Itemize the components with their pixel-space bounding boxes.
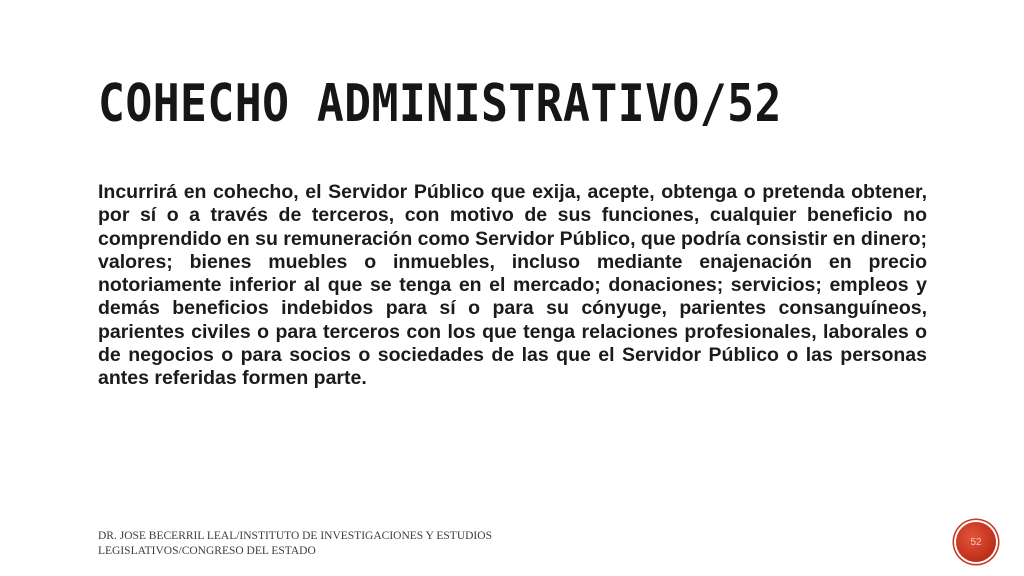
slide-body-text: Incurrirá en cohecho, el Servidor Público que exija, acepte, obtenga o pretenda obtener, por sí o a través de terceros, con motivo de sus funciones, cualquier beneficio no comprendido en su remuneración como Servidor Público, que podría consistir en dinero; valores; bienes muebles o inmuebles, incluso mediante enajenación en precio notoriamente inferior al que se tenga en el mercado; donaciones; servicios; empleos y demás beneficios indebidos para sí o para su cónyuge, parientes consanguíneos, parientes civiles o para terceros con los que tenga relaciones profesionales, laborales o de negocios o para socios o sociedades de las que el Servidor Público o las personas antes referidas formen parte. [98,181,927,390]
top-edge [0,0,1024,10]
slide-number-badge [956,522,996,562]
slide-title: COHECHO ADMINISTRATIVO/52 [98,74,782,134]
slide-number: 52 [970,536,982,548]
slide-footer: DR. JOSE BECERRIL LEAL/INSTITUTO DE INVESTIGACIONES Y ESTUDIOS LEGISLATIVOS/CONGRESO DEL ESTADO [98,530,492,557]
